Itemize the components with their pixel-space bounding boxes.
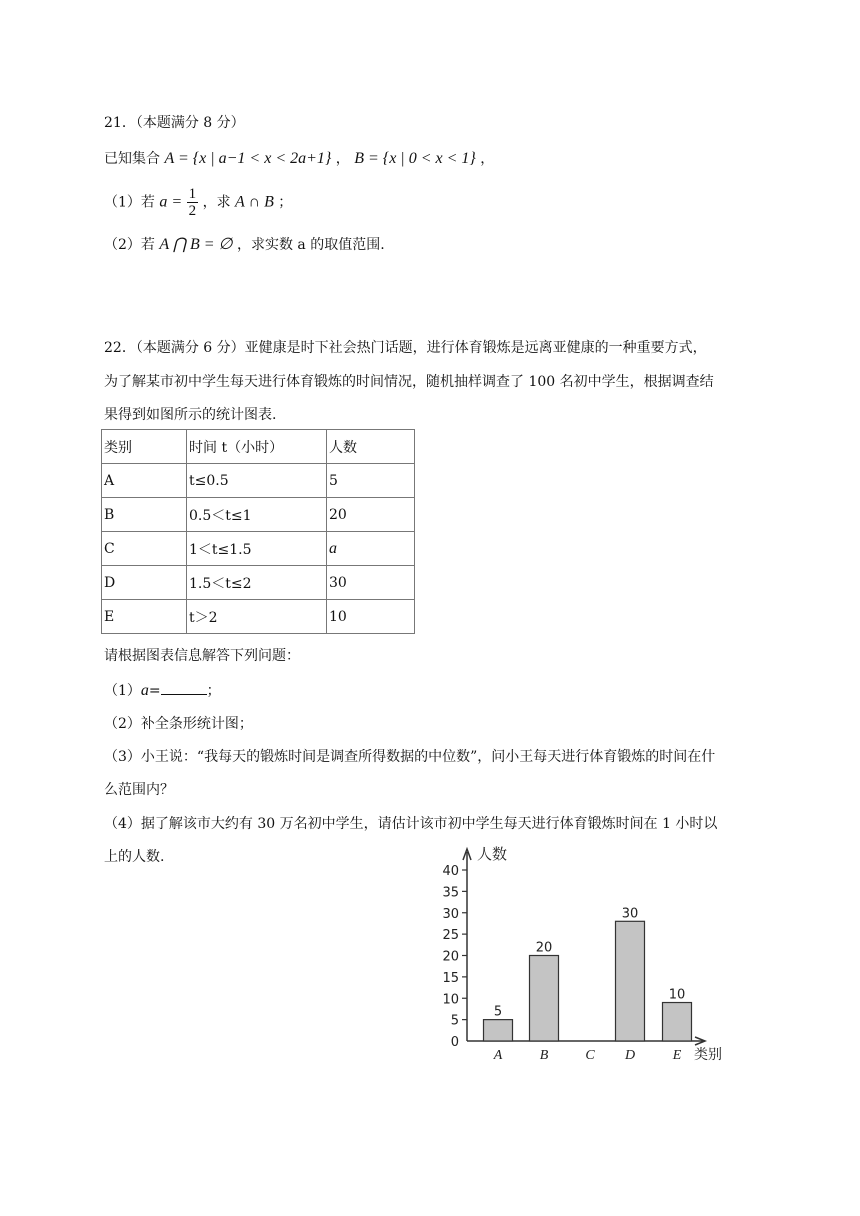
- x-tick-label: C: [585, 1048, 595, 1063]
- table-row: [102, 600, 415, 634]
- data-label: 20: [535, 940, 553, 956]
- table-row: [102, 464, 415, 498]
- q22-sub2: （2）补全条形统计图；: [104, 716, 253, 732]
- y-tick-label: 15: [442, 970, 459, 986]
- data-label: 5: [493, 1004, 503, 1020]
- table-cell: 10: [327, 600, 415, 634]
- q21-part1-var: a =: [159, 193, 183, 211]
- table-header: 时间 t（小时）: [187, 430, 327, 464]
- q21-part2: [104, 234, 385, 254]
- q21-intro: 已知集合: [104, 151, 160, 167]
- q21-part2-end: ，求实数 a 的取值范围.: [236, 237, 385, 253]
- table-cell: a: [327, 532, 415, 566]
- table-header: 人数: [327, 430, 415, 464]
- q21-part2-prefix: （2）若: [104, 237, 155, 253]
- table-cell: A: [102, 464, 187, 498]
- table-cell: 30: [327, 566, 415, 600]
- q22-sub3-line2: 么范围内？: [104, 782, 174, 798]
- fraction-one-half: [187, 186, 199, 219]
- y-tick-label: 20: [442, 949, 459, 965]
- y-tick-label: 35: [442, 885, 459, 901]
- q22-sub4-line2: 上的人数.: [104, 849, 165, 865]
- table-cell: C: [102, 532, 187, 566]
- q22-sub3-line1: （3）小王说：“我每天的锻炼时间是调查所得数据的中位数”，问小王每天进行体育锻炼的时间在什: [104, 749, 716, 765]
- q22-sub4-line1: （4）据了解该市大约有 30 万名初中学生，请估计该市初中学生每天进行体育锻炼时间在 1 小时以: [104, 816, 718, 832]
- y-tick-label: 25: [442, 928, 459, 944]
- q22-prompt: 请根据图表信息解答下列问题：: [104, 648, 300, 664]
- q22-sub1: [104, 680, 221, 700]
- data-label: 10: [668, 987, 686, 1003]
- table-cell: 20: [327, 498, 415, 532]
- q21-sep: ，: [335, 151, 350, 167]
- table-cell: D: [102, 566, 187, 600]
- q22-line3: 果得到如图所示的统计图表.: [104, 407, 277, 423]
- table-cell: 5: [327, 464, 415, 498]
- x-tick-label: E: [672, 1048, 682, 1063]
- q21-part1-mid: ，求: [202, 194, 231, 211]
- bar-chart: [426, 840, 736, 1065]
- q21-part1: [104, 186, 292, 219]
- table-cell: 0.5＜t≤1: [187, 498, 327, 532]
- table-row: [102, 532, 415, 566]
- bar: [663, 1003, 692, 1041]
- x-tick-label: A: [493, 1048, 503, 1063]
- table-header-row: [102, 430, 415, 464]
- set-a-definition: A = {x | a−1 < x < 2a+1}: [164, 150, 332, 167]
- q21-part1-end: ；: [278, 194, 293, 211]
- q22-line1: 22．（本题满分 6 分）亚健康是时下社会热门话题，进行体育锻炼是远离亚健康的一种重要方式，: [104, 340, 707, 356]
- fraction-numerator: 1: [188, 186, 197, 202]
- table-cell: t≤0.5: [187, 464, 327, 498]
- exercise-time-table: [101, 429, 415, 634]
- q21-part1-prefix: （1）若: [104, 194, 155, 211]
- q21-header: 21．（本题满分 8 分）: [104, 115, 245, 131]
- data-label: 30: [621, 906, 639, 922]
- table-cell: 1.5＜t≤2: [187, 566, 327, 600]
- q22-sub1-var: a: [140, 682, 149, 699]
- table-cell: t＞2: [187, 600, 327, 634]
- q22-sub1-prefix: （1）: [104, 683, 141, 699]
- q21-end: ，: [480, 151, 495, 167]
- q21-part2-expr: A ⋂ B = ∅: [159, 236, 233, 253]
- table-row: [102, 498, 415, 532]
- y-tick-label: 30: [442, 906, 459, 922]
- x-tick-label: B: [539, 1048, 549, 1063]
- table-row: [102, 566, 415, 600]
- q22-sub1-end: ；: [206, 683, 221, 699]
- q22-line2: 为了解某市初中学生每天进行体育锻炼的时间情况，随机抽样调查了 100 名初中学生，根据调查结: [104, 374, 714, 390]
- q22-sub1-eq: =: [148, 683, 161, 699]
- table-cell: B: [102, 498, 187, 532]
- table-header: 类别: [102, 430, 187, 464]
- y-axis-title: 人数: [477, 845, 508, 863]
- y-tick-label: 5: [450, 1013, 459, 1029]
- answer-blank: [161, 680, 207, 695]
- q21-part1-expr: A ∩ B: [235, 193, 274, 211]
- set-b-definition: B = {x | 0 < x < 1}: [354, 150, 476, 167]
- bar: [616, 921, 645, 1041]
- q21-sets-line: [104, 148, 494, 168]
- y-tick-label: 40: [442, 864, 459, 879]
- bar: [530, 956, 559, 1042]
- y-tick-label: 0: [450, 1035, 459, 1050]
- table-cell: 1＜t≤1.5: [187, 532, 327, 566]
- x-tick-label: D: [624, 1048, 636, 1063]
- bar: [484, 1020, 513, 1041]
- y-tick-label: 10: [442, 992, 459, 1008]
- x-axis-title: 类别: [694, 1047, 722, 1063]
- fraction-denominator: 2: [188, 203, 197, 219]
- table-cell: E: [102, 600, 187, 634]
